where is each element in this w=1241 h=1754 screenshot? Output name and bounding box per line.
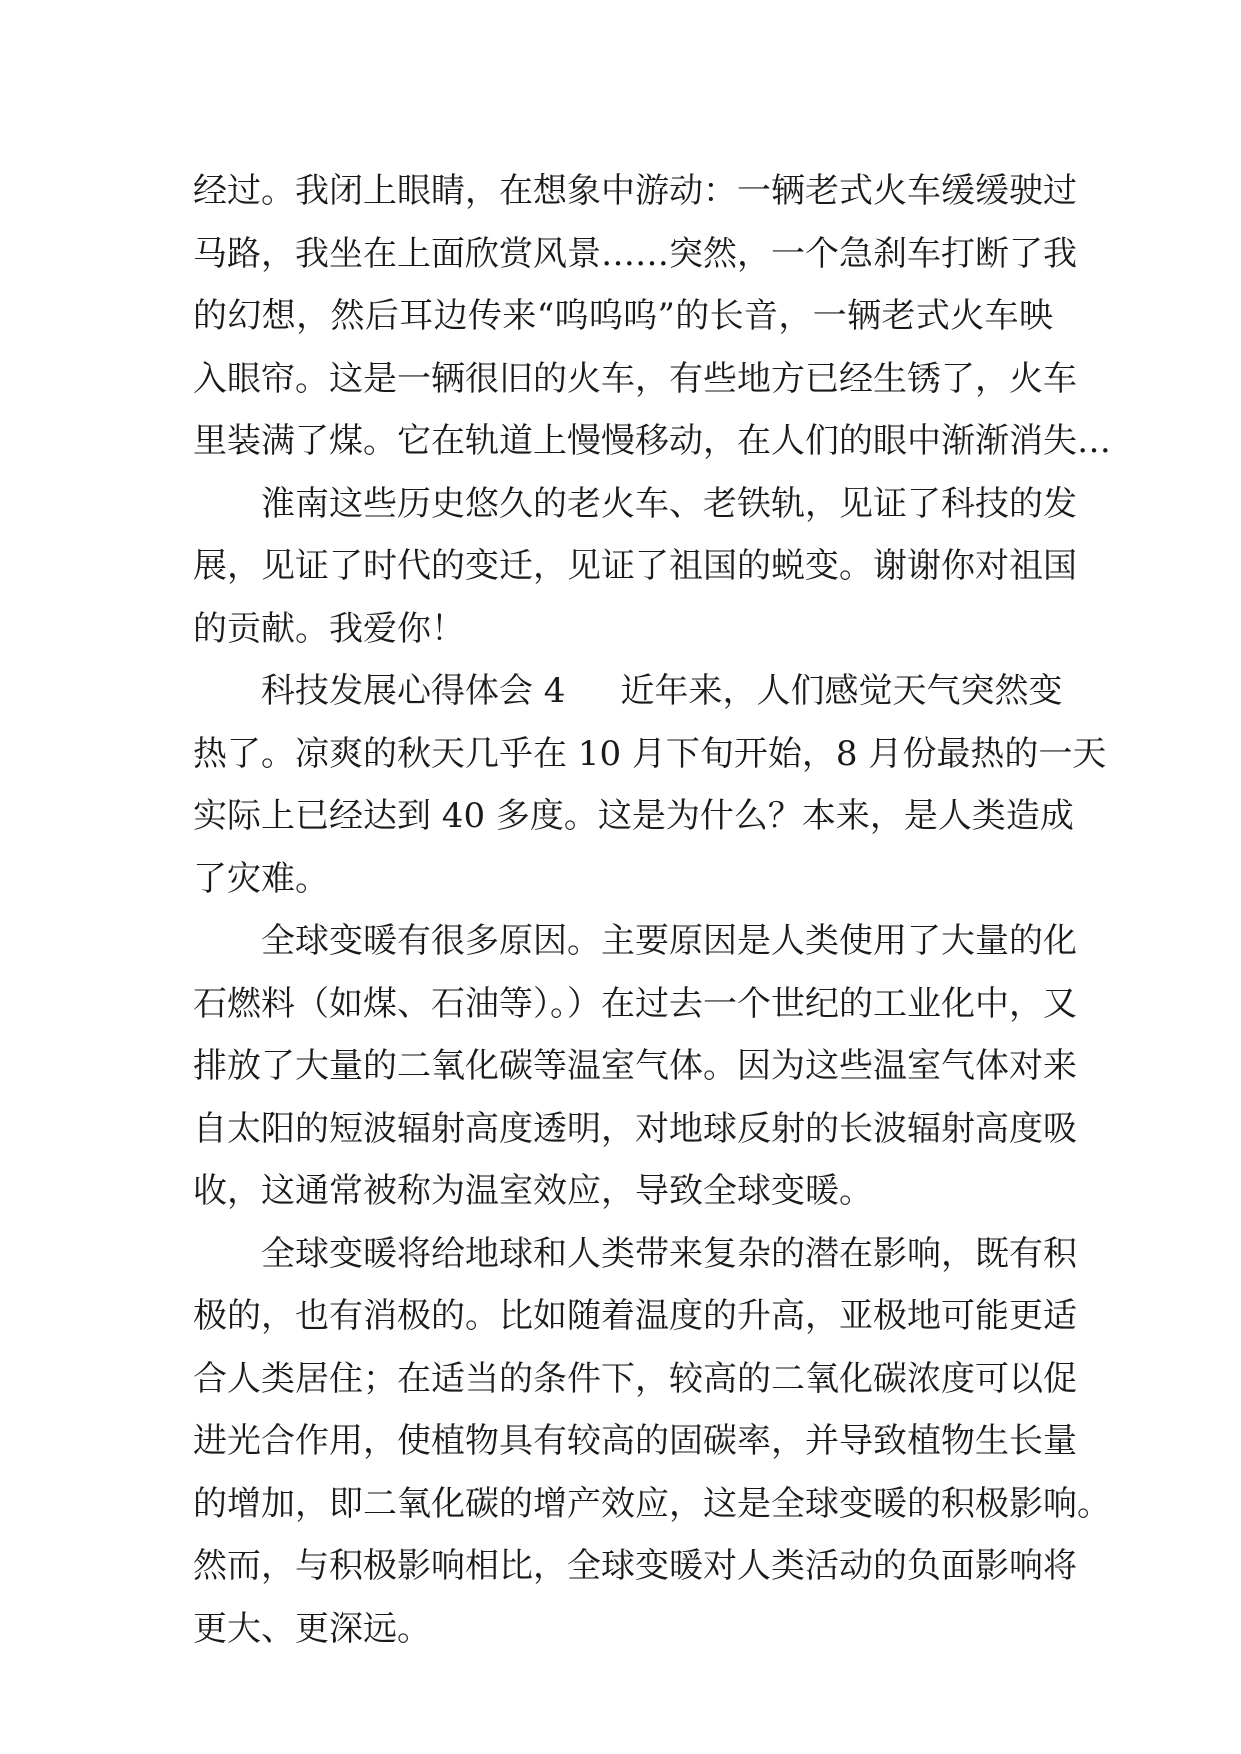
- text-line: 里装满了煤。它在轨道上慢慢移动，在人们的眼中渐渐消失…: [193, 421, 1111, 461]
- paragraph-end-line: 更大、更深远。: [193, 1608, 431, 1649]
- text-line: 热了。凉爽的秋天几乎在 10 月下旬开始，8 月份最热的一天: [193, 733, 1107, 774]
- paragraph-start-line: 淮南这些历史悠久的老火车、老铁轨，见证了科技的发: [261, 483, 1077, 524]
- text-line: 的幻想，然后耳边传来“呜呜呜”的长音，一辆老式火车映: [193, 296, 1053, 336]
- text-line: 展，见证了时代的变迁，见证了祖国的蜕变。谢谢你对祖国: [193, 546, 1077, 586]
- text-line: 然而，与积极影响相比，全球变暖对人类活动的负面影响将: [193, 1546, 1077, 1586]
- section-heading: 科技发展心得体会 4: [261, 671, 566, 711]
- section-opening-text: 近年来，人们感觉天气突然变: [620, 671, 1063, 711]
- text-line: 自太阳的短波辐射高度透明，对地球反射的长波辐射高度吸: [193, 1108, 1077, 1149]
- paragraph-start-line: 全球变暖有很多原因。主要原因是人类使用了大量的化: [261, 921, 1077, 961]
- section-heading-line: [193, 660, 1063, 723]
- paragraph-end-line: 收，这通常被称为温室效应，导致全球变暖。: [193, 1171, 873, 1211]
- text-line: 极的，也有消极的。比如随着温度的升高，亚极地可能更适: [193, 1296, 1077, 1336]
- text-line: 经过。我闭上眼睛，在想象中游动：一辆老式火车缓缓驶过: [193, 171, 1077, 211]
- text-line: 排放了大量的二氧化碳等温室气体。因为这些温室气体对来: [193, 1046, 1077, 1086]
- text-line: 实际上已经达到 40 多度。这是为什么？本来，是人类造成: [193, 796, 1074, 836]
- text-line: 石燃料（如煤、石油等）。）在过去一个世纪的工业化中，又: [193, 983, 1077, 1024]
- text-line: 马路，我坐在上面欣赏风景……突然，一个急刹车打断了我: [193, 233, 1077, 274]
- paragraph-start-line: 全球变暖将给地球和人类带来复杂的潜在影响，既有积: [261, 1233, 1077, 1274]
- body-text: [193, 160, 1111, 1660]
- text-line: 合人类居住；在适当的条件下，较高的二氧化碳浓度可以促: [193, 1358, 1077, 1399]
- text-line: 的增加，即二氧化碳的增产效应，这是全球变暖的积极影响。: [193, 1483, 1111, 1524]
- text-line: 进光合作用，使植物具有较高的固碳率，并导致植物生长量: [193, 1421, 1077, 1461]
- paragraph-end-line: 了灾难。: [193, 858, 329, 899]
- paragraph-end-line: 的贡献。我爱你！: [193, 608, 465, 649]
- text-line: 入眼帘。这是一辆很旧的火车，有些地方已经生锈了，火车: [193, 358, 1077, 399]
